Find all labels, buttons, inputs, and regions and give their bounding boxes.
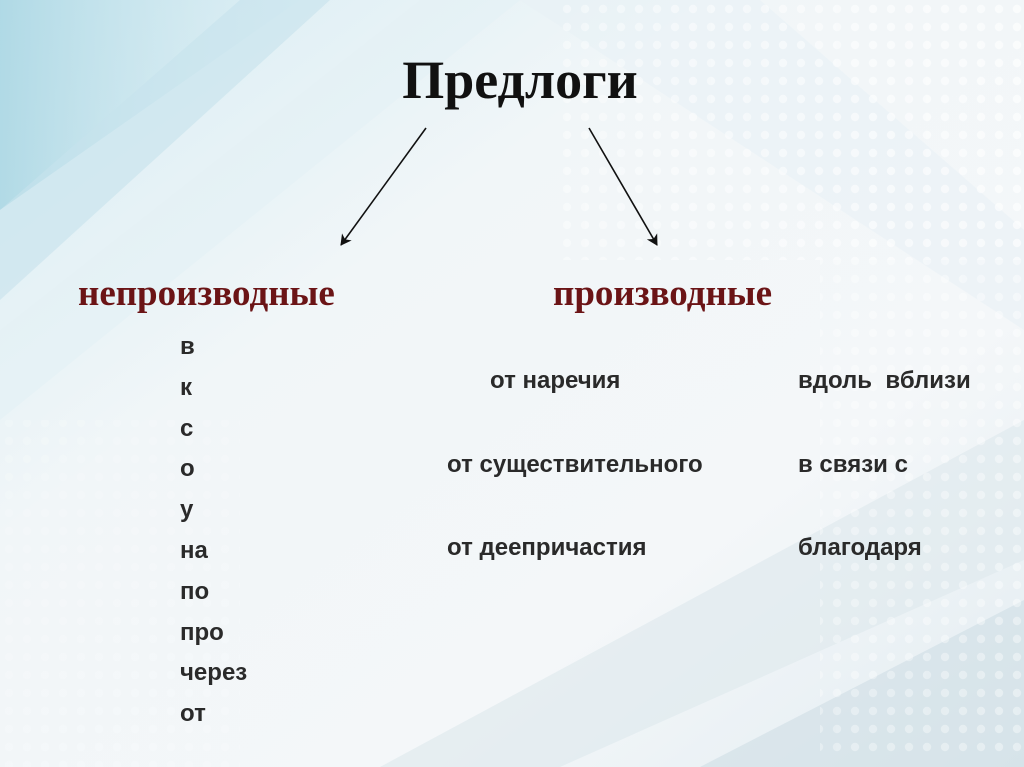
- derived-examples: в связи с: [798, 451, 908, 478]
- list-item: о: [180, 455, 195, 483]
- category-derived: производные: [553, 273, 773, 314]
- derived-source: от существительного: [447, 451, 703, 478]
- list-item: у: [180, 496, 194, 524]
- list-item: в: [180, 333, 195, 360]
- list-item: по: [180, 577, 210, 605]
- derived-source: от наречия: [490, 367, 621, 394]
- list-item: от: [180, 700, 206, 728]
- derived-examples: вдоль вблизи: [798, 367, 971, 394]
- slide-title: Предлоги: [402, 50, 638, 110]
- derived-examples: благодаря: [798, 534, 922, 561]
- list-item: с: [180, 414, 194, 442]
- list-item: через: [180, 659, 248, 687]
- list-item: на: [180, 536, 208, 564]
- simple-prepositions-list: [180, 327, 247, 735]
- list-item: к: [180, 373, 193, 401]
- derived-source: от деепричастия: [447, 534, 647, 561]
- list-item: про: [180, 618, 224, 646]
- category-simple: непроизводные: [78, 273, 335, 314]
